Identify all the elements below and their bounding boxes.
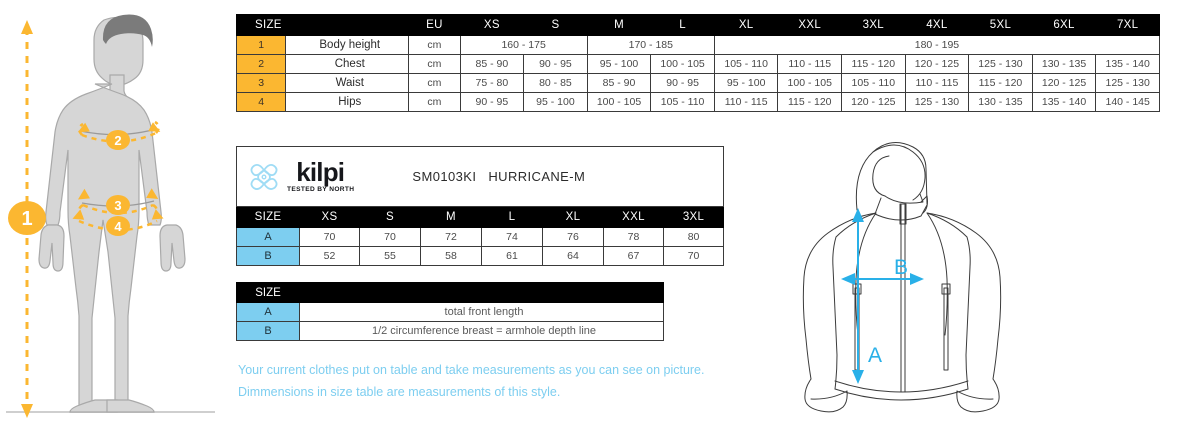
row-value: 130 - 135 bbox=[1032, 55, 1096, 74]
kilpi-wordmark: kilpi bbox=[296, 157, 345, 188]
row-value: 110 - 115 bbox=[905, 74, 969, 93]
row-key: B bbox=[237, 247, 300, 266]
row-value: 100 - 105 bbox=[587, 93, 651, 112]
row-value: 67 bbox=[604, 247, 664, 266]
body-measurements-table bbox=[236, 14, 1160, 112]
row-value: 135 - 140 bbox=[1032, 93, 1096, 112]
product-code-and-style bbox=[412, 169, 585, 184]
row-label: Hips bbox=[286, 93, 409, 112]
legend-description: total front length bbox=[300, 303, 664, 322]
row-value: 105 - 110 bbox=[651, 93, 715, 112]
row-value: 130 - 135 bbox=[969, 93, 1033, 112]
product-code: SM0103KI bbox=[412, 169, 477, 184]
row-number: 2 bbox=[237, 55, 286, 74]
table-row bbox=[237, 74, 1160, 93]
row-value: 70 bbox=[664, 247, 724, 266]
row-number: 3 bbox=[237, 74, 286, 93]
row-value: 85 - 90 bbox=[587, 74, 651, 93]
row-value: 58 bbox=[421, 247, 482, 266]
product-header-row bbox=[237, 147, 724, 207]
kilpi-logo bbox=[247, 159, 354, 195]
jacket-svg bbox=[782, 132, 1200, 435]
marker-badge-3 bbox=[106, 195, 130, 215]
row-value: 160 - 175 bbox=[460, 36, 587, 55]
row-value: 125 - 130 bbox=[905, 93, 969, 112]
measure-a-label: A bbox=[868, 344, 883, 367]
row-value: 100 - 105 bbox=[651, 55, 715, 74]
row-label: Chest bbox=[286, 55, 409, 74]
product-header-size: SIZE bbox=[237, 207, 300, 228]
product-header-l: L bbox=[482, 207, 543, 228]
header-3xl: 3XL bbox=[842, 15, 906, 36]
row-value: 125 - 130 bbox=[1096, 74, 1160, 93]
row-value: 90 - 95 bbox=[651, 74, 715, 93]
measure-b-label: B bbox=[894, 256, 909, 279]
row-value: 110 - 115 bbox=[714, 93, 778, 112]
row-value: 64 bbox=[543, 247, 604, 266]
row-label: Waist bbox=[286, 74, 409, 93]
header-5xl: 5XL bbox=[969, 15, 1033, 36]
row-value: 115 - 120 bbox=[778, 93, 842, 112]
marker-label-2: 2 bbox=[114, 133, 122, 148]
row-label: Body height bbox=[286, 36, 409, 55]
legend-header-row bbox=[237, 283, 664, 303]
row-value: 80 bbox=[664, 228, 724, 247]
header-s: S bbox=[524, 15, 588, 36]
jacket-illustration bbox=[782, 132, 1200, 435]
row-value: 80 - 85 bbox=[524, 74, 588, 93]
body-table-header-row bbox=[237, 15, 1160, 36]
row-value: 78 bbox=[604, 228, 664, 247]
header-size: SIZE bbox=[237, 15, 409, 36]
marker-badge-4 bbox=[106, 216, 130, 236]
row-unit: cm bbox=[409, 93, 460, 112]
row-value: 52 bbox=[300, 247, 360, 266]
row-key: A bbox=[237, 228, 300, 247]
row-value: 115 - 120 bbox=[842, 55, 906, 74]
product-style-name: HURRICANE-M bbox=[488, 169, 586, 184]
measure-b-arrowhead-left bbox=[841, 273, 855, 285]
table-row bbox=[237, 247, 724, 266]
legend-table bbox=[236, 282, 664, 341]
product-header-xl: XL bbox=[543, 207, 604, 228]
row-value: 75 - 80 bbox=[460, 74, 524, 93]
mannequin-body bbox=[39, 17, 185, 412]
measure-b-arrowhead-right bbox=[910, 273, 924, 285]
row-value: 120 - 125 bbox=[905, 55, 969, 74]
row-value: 105 - 110 bbox=[714, 55, 778, 74]
body-figure-svg bbox=[0, 0, 236, 435]
legend-header-blank bbox=[300, 283, 664, 303]
row-unit: cm bbox=[409, 74, 460, 93]
measure-a-arrowhead-bottom bbox=[852, 370, 864, 384]
header-eu: EU bbox=[409, 15, 460, 36]
product-header-3xl: 3XL bbox=[664, 207, 724, 228]
row-value: 74 bbox=[482, 228, 543, 247]
legend-key: A bbox=[237, 303, 300, 322]
row-value: 70 bbox=[360, 228, 421, 247]
header-xl: XL bbox=[714, 15, 778, 36]
row-value: 72 bbox=[421, 228, 482, 247]
header-xxl: XXL bbox=[778, 15, 842, 36]
row-value: 70 bbox=[300, 228, 360, 247]
row-value: 180 - 195 bbox=[714, 36, 1159, 55]
product-header-s: S bbox=[360, 207, 421, 228]
row-value: 115 - 120 bbox=[969, 74, 1033, 93]
marker-badge-1 bbox=[8, 201, 46, 235]
row-value: 125 - 130 bbox=[969, 55, 1033, 74]
product-header-xxl: XXL bbox=[604, 207, 664, 228]
legend-description: 1/2 circumference breast = armhole depth line bbox=[300, 322, 664, 341]
row-value: 85 - 90 bbox=[460, 55, 524, 74]
row-number: 1 bbox=[237, 36, 286, 55]
row-value: 120 - 125 bbox=[842, 93, 906, 112]
row-value: 90 - 95 bbox=[524, 55, 588, 74]
header-4xl: 4XL bbox=[905, 15, 969, 36]
row-value: 55 bbox=[360, 247, 421, 266]
row-value: 140 - 145 bbox=[1096, 93, 1160, 112]
kilpi-tagline: TESTED BY NORTH bbox=[287, 186, 355, 194]
row-value: 170 - 185 bbox=[587, 36, 714, 55]
row-value: 135 - 140 bbox=[1096, 55, 1160, 74]
kilpi-knot-icon bbox=[247, 159, 281, 195]
product-header-xs: XS bbox=[300, 207, 360, 228]
product-brand-header bbox=[237, 147, 724, 207]
table-row bbox=[237, 93, 1160, 112]
header-l: L bbox=[651, 15, 715, 36]
note-line-2: Dimmensions in size table are measurements of this style. bbox=[238, 384, 561, 399]
row-value: 100 - 105 bbox=[778, 74, 842, 93]
header-6xl: 6XL bbox=[1032, 15, 1096, 36]
measurement-instructions bbox=[238, 360, 705, 403]
row-value: 95 - 100 bbox=[714, 74, 778, 93]
product-header-m: M bbox=[421, 207, 482, 228]
legend-key: B bbox=[237, 322, 300, 341]
table-row bbox=[237, 55, 1160, 74]
row-unit: cm bbox=[409, 55, 460, 74]
table-row bbox=[237, 36, 1160, 55]
header-xs: XS bbox=[460, 15, 524, 36]
row-value: 61 bbox=[482, 247, 543, 266]
header-m: M bbox=[587, 15, 651, 36]
legend-header-size: SIZE bbox=[237, 283, 300, 303]
row-number: 4 bbox=[237, 93, 286, 112]
table-row bbox=[237, 303, 664, 322]
row-value: 95 - 100 bbox=[587, 55, 651, 74]
product-table-header-row bbox=[237, 207, 724, 228]
row-unit: cm bbox=[409, 36, 460, 55]
note-line-1: Your current clothes put on table and take measurements as you can see on picture. bbox=[238, 363, 705, 377]
product-measurements-table bbox=[236, 146, 724, 266]
table-row bbox=[237, 322, 664, 341]
row-value: 120 - 125 bbox=[1032, 74, 1096, 93]
measure-a-arrowhead-top bbox=[852, 208, 864, 222]
header-7xl: 7XL bbox=[1096, 15, 1160, 36]
row-value: 90 - 95 bbox=[460, 93, 524, 112]
marker-label-4: 4 bbox=[114, 219, 122, 234]
row-value: 95 - 100 bbox=[524, 93, 588, 112]
marker-badge-2 bbox=[106, 130, 130, 150]
row-value: 110 - 115 bbox=[778, 55, 842, 74]
row-value: 105 - 110 bbox=[842, 74, 906, 93]
table-row bbox=[237, 228, 724, 247]
marker-label-3: 3 bbox=[114, 198, 122, 213]
marker-label-1: 1 bbox=[21, 208, 33, 230]
row-value: 76 bbox=[543, 228, 604, 247]
body-figure-illustration bbox=[0, 0, 236, 435]
